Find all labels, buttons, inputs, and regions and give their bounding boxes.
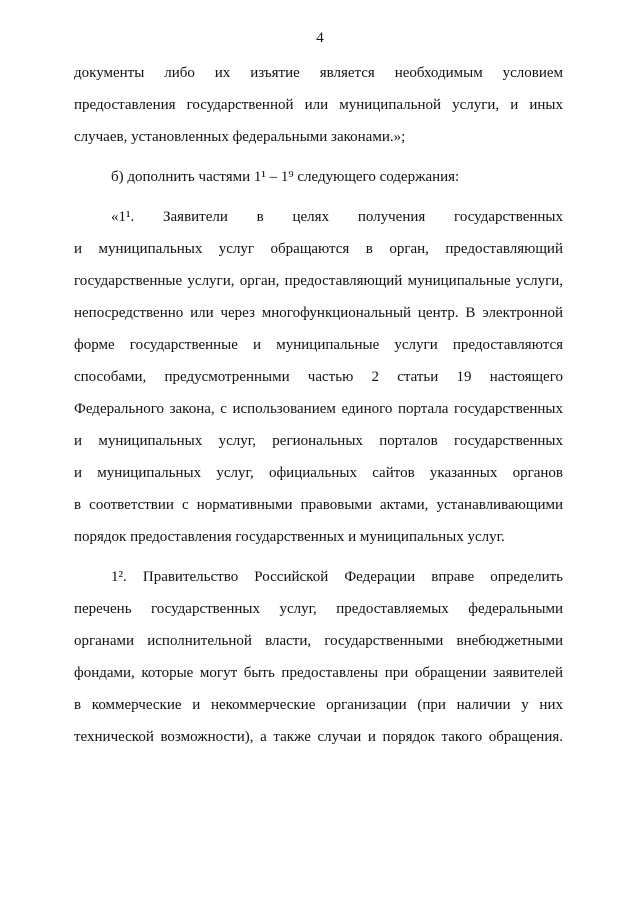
page-number: 4 bbox=[316, 30, 324, 46]
text-line: и муниципальных услуг, региональных порталов государственных bbox=[74, 433, 563, 449]
text-line: и муниципальных услуг, официальных сайтов указанных органов bbox=[74, 465, 563, 481]
text-line: «1¹. Заявители в целях получения государственных bbox=[111, 209, 563, 225]
text-line: в коммерческие и некоммерческие организации (при наличии у них bbox=[74, 697, 563, 713]
text-line: документы либо их изъятие является необходимым условием bbox=[74, 65, 563, 81]
text-line: непосредственно или через многофункциональный центр. В электронной bbox=[74, 305, 563, 321]
paragraph-gap bbox=[74, 199, 563, 207]
document-body bbox=[74, 63, 563, 759]
text-line: технической возможности), а также случаи и порядок такого обращения. bbox=[74, 729, 563, 745]
text-line: в соответствии с нормативными правовыми актами, устанавливающими bbox=[74, 497, 563, 513]
text-line: Федерального закона, с использованием единого портала государственных bbox=[74, 401, 563, 417]
text-line: предоставления государственной или муниципальной услуги, и иных bbox=[74, 97, 563, 113]
text-line: органами исполнительной власти, государственными внебюджетными bbox=[74, 633, 563, 649]
text-line: случаев, установленных федеральными законами.»; bbox=[74, 129, 406, 145]
text-line: фондами, которые могут быть предоставлены при обращении заявителей bbox=[74, 665, 563, 681]
text-line: б) дополнить частями 1¹ – 1⁹ следующего содержания: bbox=[111, 169, 460, 185]
text-line: перечень государственных услуг, предоставляемых федеральными bbox=[74, 601, 563, 617]
text-line: и муниципальных услуг обращаются в орган, предоставляющий bbox=[74, 241, 563, 257]
text-line: государственные услуги, орган, предоставляющий муниципальные услуги, bbox=[74, 273, 563, 289]
paragraph-gap bbox=[74, 559, 563, 567]
text-line: способами, предусмотренными частью 2 статьи 19 настоящего bbox=[74, 369, 563, 385]
text-line: форме государственные и муниципальные услуги предоставляются bbox=[74, 337, 563, 353]
text-line: 1². Правительство Российской Федерации вправе определить bbox=[111, 569, 563, 585]
paragraph-gap bbox=[74, 159, 563, 167]
text-line: порядок предоставления государственных и муниципальных услуг. bbox=[74, 529, 505, 545]
